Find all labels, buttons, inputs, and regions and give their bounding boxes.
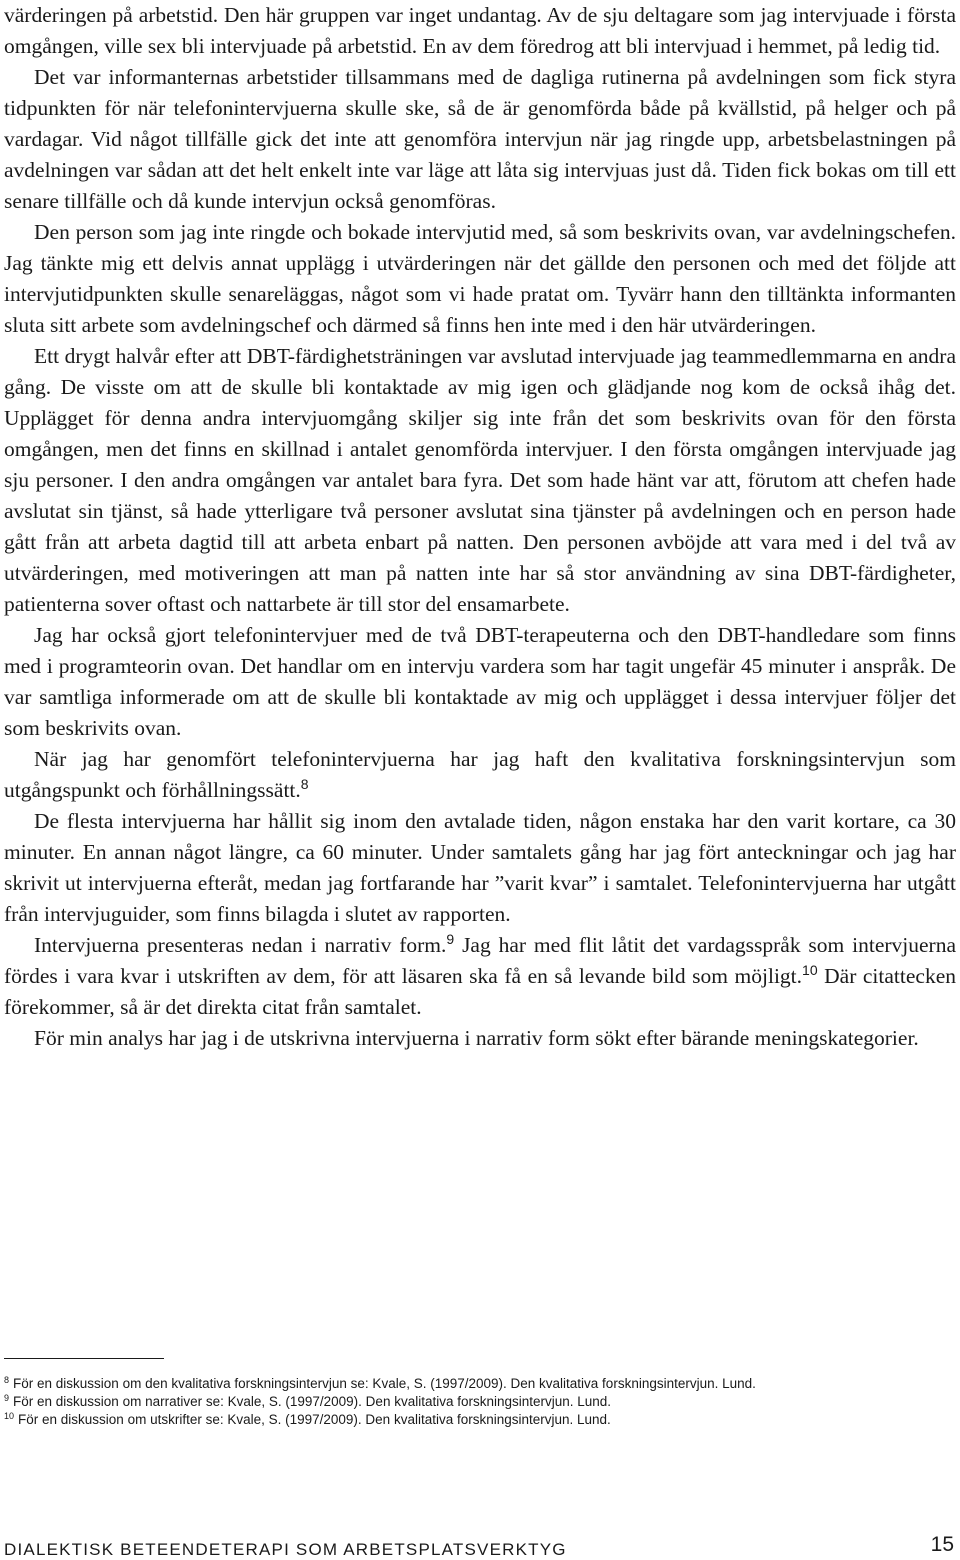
page-number: 15	[930, 1533, 954, 1556]
paragraph-therapist-interviews: Jag har också gjort telefonintervjuer med de två DBT-terapeuterna och den DBT-handledare som finns med i programteorin ovan. Det handlar om en intervju vardera som har tagit ungefär 45 minuter i anspråk. De var samtliga informerade om att de skulle bli kontaktade av mig och upplägget i dessa intervjuer följer det som beskrivits ovan.	[4, 623, 956, 740]
footnote-number: 10	[4, 1411, 15, 1421]
paragraph-text: Jag har med flit låtit det vardagsspråk som intervjuerna fördes i vara kvar i utskriften av dem, för att läsaren ska få en så levande bild som möjligt.	[4, 933, 956, 988]
footnotes	[4, 1375, 956, 1429]
footnote-8	[4, 1375, 956, 1393]
footnote-10	[4, 1411, 956, 1429]
running-footer-title: DIALEKTISK BETEENDETERAPI SOM ARBETSPLATSVERKTYG	[4, 1540, 567, 1559]
paragraph-continued: värderingen på arbetstid. Den här gruppen var inget undantag. Av de sju deltagare som jag intervjuade i första omgången, ville sex bli intervjuade på arbetstid. En av dem föredrog att bli intervjuad i hemmet, på ledig tid.	[4, 3, 956, 58]
footnote-ref-8[interactable]: 8	[300, 776, 309, 792]
footnote-number: 8	[4, 1375, 10, 1385]
footnote-ref-10[interactable]: 10	[802, 962, 818, 978]
paragraph-work-schedules: Det var informanternas arbetstider tillsammans med de dagliga rutinerna på avdelningen som fick styra tidpunkten för när telefonintervjuerna skulle ske, så de är genomförda både på kvällstid, på helger och på vardagar. Vid något tillfälle gick det inte att genomföra intervjun när jag ringde upp, arbetsbelastningen på avdelningen var sådan att det helt enkelt inte var läge att låta sig intervjuas just då. Tiden fick bokas om till ett senare tillfälle och då kunde intervjun också genomföras.	[4, 65, 956, 213]
paragraph-second-round: Ett drygt halvår efter att DBT-färdighetsträningen var avslutad intervjuade jag teammedlemmarna en andra gång. De visste om att de skulle bli kontaktade av mig igen och glädjande nog kom de också ihåg det. Upplägget för denna andra intervjuomgång skiljer sig inte från det som beskrivits ovan för den första omgången, men det finns en skillnad i antalet genomförda intervjuer. I den första omgången intervjuade jag sju personer. I den andra omgången var antalet bara fyra. Det som hade hänt var att, förutom att chefen hade avslutat sin tjänst, så hade ytterligare två personer avslutat sina tjänster på avdelningen och en person hade gått från att arbeta dagtid till att arbeta enbart på natten. Den personen avböjde att vara med i del två av utvärderingen, med motiveringen att man på natten inte har så stor användning av sina DBT-färdigheter, patienterna sover oftast och nattarbete är till stor del ensamarbete.	[4, 344, 956, 616]
paragraph-department-head: Den person som jag inte ringde och bokade intervjutid med, så som beskrivits ovan, var avdelningschefen. Jag tänkte mig ett delvis annat upplägg i utvärderingen när det gällde den personen och med det följde att intervjutidpunkten skulle senareläggas, något som vi hade pratat om. Tyvärr hann den tilltänkta informanten sluta sitt arbete som avdelningschef och därmed så finns hen inte med i den här utvärderingen.	[4, 220, 956, 337]
footnote-9	[4, 1393, 956, 1411]
footnote-text: För en diskussion om narrativer se: Kvale, S. (1997/2009). Den kvalitativa forskningsintervjun. Lund.	[13, 1394, 612, 1409]
footnote-number: 9	[4, 1393, 10, 1403]
paragraph-analysis: För min analys har jag i de utskrivna intervjuerna i narrativ form sökt efter bärande meningskategorier.	[34, 1026, 919, 1050]
paragraph-text: Intervjuerna presenteras nedan i narrativ form.	[34, 933, 447, 957]
footnote-ref-9[interactable]: 9	[446, 931, 455, 947]
paragraph-interview-approach	[4, 744, 956, 806]
footnote-text: För en diskussion om den kvalitativa forskningsintervjun se: Kvale, S. (1997/2009). Den kvalitativa forskningsintervjun. Lund.	[13, 1376, 756, 1391]
paragraph-narrative-form	[4, 930, 956, 1023]
paragraph-interview-length: De flesta intervjuerna har hållit sig inom den avtalade tiden, någon enstaka har den varit kortare, ca 30 minuter. En annan något längre, ca 60 minuter. Under samtalets gång har jag fört anteckningar och jag har skrivit ut intervjuerna efteråt, medan jag fortfarande har ”varit kvar” i samtalet. Telefonintervjuerna har utgått från intervjuguider, som finns bilagda i slutet av rapporten.	[4, 809, 956, 926]
paragraph-text: När jag har genomfört telefonintervjuerna har jag haft den kvalitativa forskningsintervjun som utgångspunkt och förhållningssätt.	[4, 747, 956, 802]
footnote-text: För en diskussion om utskrifter se: Kvale, S. (1997/2009). Den kvalitativa forskningsintervjun. Lund.	[18, 1412, 611, 1427]
paragraph-text: Där citattecken förekommer, så är det direkta citat från samtalet.	[4, 964, 957, 1019]
body-text	[4, 0, 956, 1054]
footnote-divider	[4, 1358, 164, 1359]
